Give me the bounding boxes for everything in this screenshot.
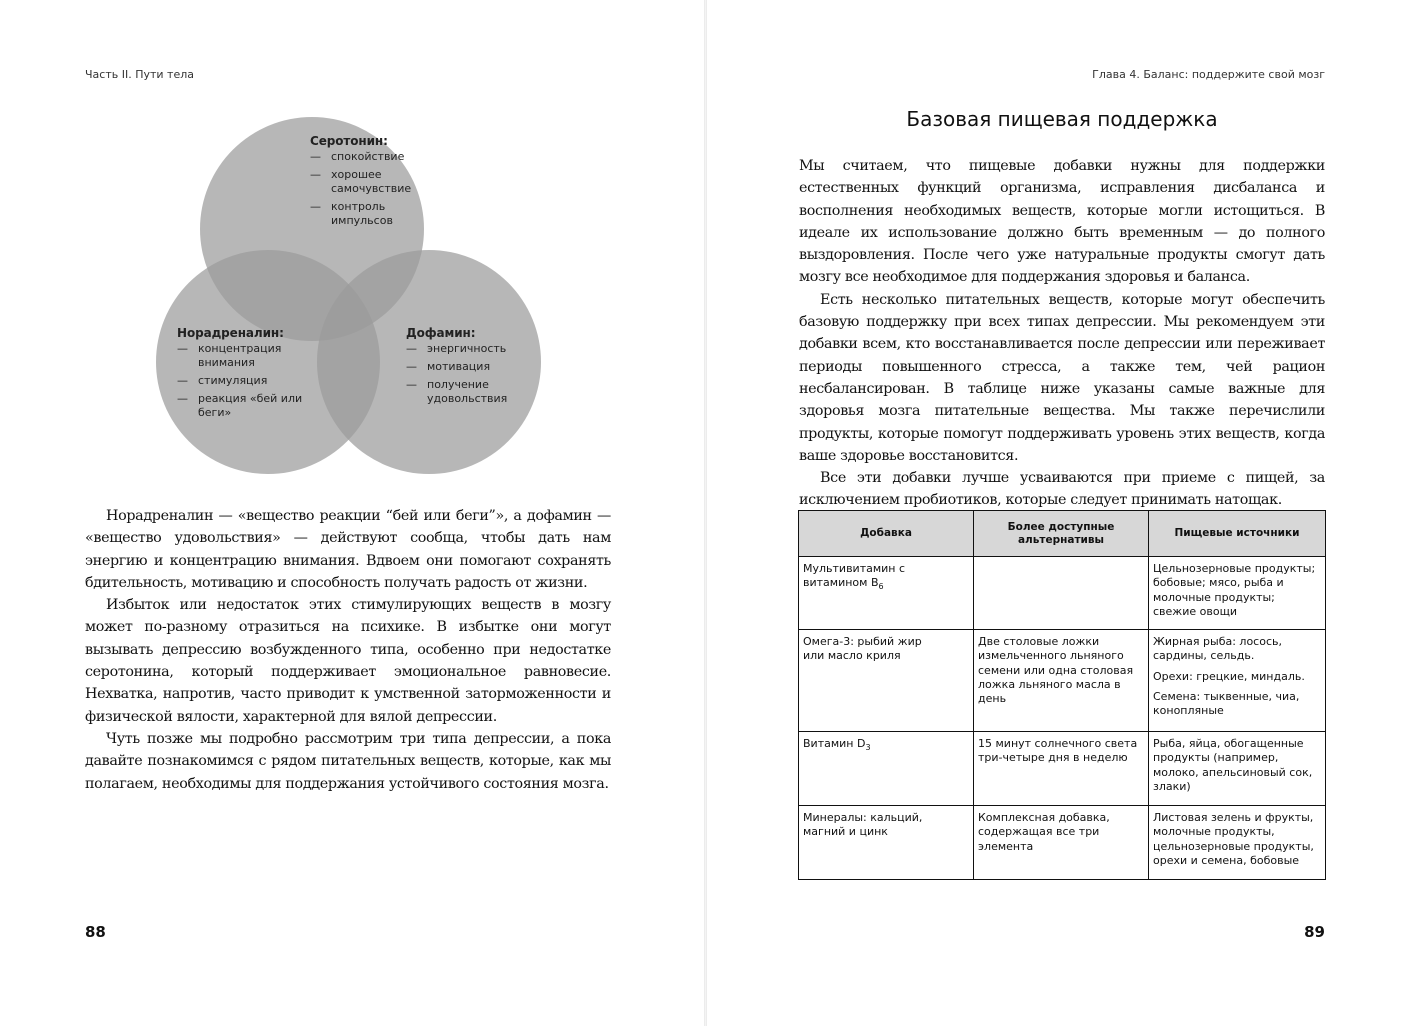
- venn-item: [310, 168, 440, 196]
- alternatives-cell: [974, 732, 1149, 806]
- supplement-text: Минералы: кальций, магний и цинк: [803, 811, 923, 839]
- table-header-row: [799, 511, 1326, 557]
- venn-item-text: энергичность: [427, 342, 507, 355]
- table-row: [799, 557, 1326, 630]
- venn-item: [310, 200, 440, 228]
- cell-text: Орехи: грецкие, миндаль.: [1153, 669, 1305, 683]
- right-page: [707, 0, 1410, 1026]
- table-row: [799, 630, 1326, 732]
- alternatives-cell: [974, 806, 1149, 880]
- dash: —: [310, 200, 321, 213]
- cell-text: Семена: тыквенные, чиа, конопляные: [1153, 689, 1300, 718]
- table-row: [799, 806, 1326, 880]
- paragraph: Норадреналин — «вещество реакции “бей или беги”», а дофамин — «вещество удовольствия» — действуют сообща, чтобы дать нам энергию и концентрацию внимания. Вдвоем они помогают сохранять бдительность, мотивацию и способность получать радость от жизни.: [85, 508, 611, 591]
- column-header: [974, 511, 1149, 557]
- supplement-cell: [799, 806, 974, 880]
- venn-item-text: мотивация: [427, 360, 491, 373]
- left-body-text: [85, 505, 611, 795]
- subscript: 3: [865, 743, 871, 752]
- column-header-text: Более доступные альтернативы: [1007, 520, 1115, 546]
- paragraph: Чуть позже мы подробно рассмотрим три типа депрессии, а пока давайте познакомимся с рядом питательных веществ, которые, как мы полагаем, необходимы для поддержания устойчивого состояния мозга.: [85, 730, 611, 792]
- dash: —: [406, 378, 417, 391]
- venn-label-serotonin: [310, 134, 440, 232]
- sources-cell: [1149, 806, 1326, 880]
- venn-item: [406, 378, 531, 406]
- column-header: Добавка: [799, 511, 974, 557]
- dash: —: [406, 342, 417, 355]
- dash: —: [310, 150, 321, 163]
- venn-item-text: спокойствие: [331, 150, 405, 163]
- column-header: Пищевые источники: [1149, 511, 1326, 557]
- cell-text: Жирная рыба: лосось, сардины, сельдь.: [1153, 635, 1282, 663]
- alternatives-cell: [974, 557, 1149, 630]
- venn-item-text: хорошее самочувствие: [331, 168, 412, 195]
- alternatives-cell: [974, 630, 1149, 732]
- cell-text: Листовая зелень и фрукты, молочные продукты, цельнозерновые продукты, орехи и семена, бобовые: [1153, 811, 1314, 867]
- dash: —: [177, 392, 188, 405]
- paragraph: Все эти добавки лучше усваиваются при приеме с пищей, за исключением пробиотиков, которые следует принимать натощак.: [799, 470, 1325, 509]
- supplement-cell: [799, 557, 974, 630]
- dash: —: [406, 360, 417, 373]
- cell-text: Комплексная добавка, содержащая все три элемента: [978, 811, 1110, 853]
- page-number-left: 88: [85, 923, 106, 941]
- venn-item-text: получение удовольствия: [427, 378, 508, 405]
- venn-item-text: реакция «бей или беги»: [198, 392, 303, 419]
- venn-item: [177, 342, 312, 370]
- subscript: 6: [878, 582, 884, 592]
- dash: —: [177, 342, 188, 355]
- venn-label-dopamine: [406, 326, 531, 410]
- venn-item: [177, 392, 312, 420]
- cell-text: Цельнозерновые продукты; бобовые; мясо, рыба и молочные продукты; свежие овощи: [1153, 562, 1316, 618]
- section-heading: Базовая пищевая поддержка: [906, 107, 1218, 131]
- venn-item: [177, 374, 312, 388]
- venn-item: [406, 360, 531, 374]
- venn-item: [310, 150, 440, 164]
- venn-item-text: контроль импульсов: [331, 200, 393, 227]
- venn-item-text: стимуляция: [198, 374, 268, 387]
- supplement-cell: [799, 732, 974, 806]
- venn-label-noradrenaline: [177, 326, 312, 424]
- venn-item-text: концентрация внимания: [198, 342, 282, 369]
- dash: —: [177, 374, 188, 387]
- paragraph: Есть несколько питательных веществ, которые могут обеспечить базовую поддержку при всех типах депрессии. Мы рекомендуем эти добавки всем, кто восстанавливается после депрессии или переживает периоды повышенного стресса, а также тем, чей рацион несбалансирован. В таблице ниже указаны самые важные для здоровья мозга питательные вещества. Мы также перечислили продукты, которые помогут поддерживать уровень этих веществ, когда ваше здоровье восстановится.: [799, 291, 1325, 464]
- cell-text: Рыба, яйца, обогащенные продукты (например, молоко, апельсиновый сок, злаки): [1153, 737, 1313, 793]
- supplement-text: Витамин D: [803, 737, 866, 750]
- paragraph: Мы считаем, что пищевые добавки нужны для поддержки естественных функций организма, исправления дисбаланса и восполнения необходимых веществ, которые могли истощиться. В идеале их использование должно быть временным — до полного выздоровления. После чего уже натуральные продукты смогут дать мозгу все необходимое для поддержания здоровья и баланса.: [799, 158, 1325, 286]
- sources-cell: [1149, 557, 1326, 630]
- right-body-text: [799, 155, 1325, 512]
- supplement-text: Мультивитамин с витамином B: [803, 562, 906, 590]
- cell-text: Две столовые ложки измельченного льняного семени или одна столовая ложка льняного масла в день: [978, 635, 1134, 706]
- venn-title-serotonin: Серотонин:: [310, 134, 388, 148]
- running-head-right: Глава 4. Баланс: поддержите свой мозг: [1092, 68, 1325, 81]
- table-row: [799, 732, 1326, 806]
- venn-title-dopamine: Дофамин:: [406, 326, 476, 340]
- supplements-table: [798, 510, 1326, 880]
- venn-item: [406, 342, 531, 356]
- supplement-text: Омега-3: рыбий жир или масло криля: [803, 635, 922, 663]
- dash: —: [310, 168, 321, 181]
- venn-title-noradrenaline: Норадреналин:: [177, 326, 284, 340]
- supplement-cell: [799, 630, 974, 732]
- paragraph: Избыток или недостаток этих стимулирующих веществ в мозгу может по-разному отразиться на психике. В избытке они могут вызывать депрессию возбужденного типа, особенно при недостатке серотонина, который поддерживает эмоциональное равновесие. Нехватка, напротив, часто приводит к умственной заторможенности и физической вялости, характерной для вялой депрессии.: [85, 597, 611, 725]
- sources-cell: [1149, 630, 1326, 732]
- running-head-left: Часть II. Пути тела: [85, 68, 194, 81]
- sources-cell: [1149, 732, 1326, 806]
- cell-text: 15 минут солнечного света три-четыре дня в неделю: [978, 737, 1138, 765]
- page-number-right: 89: [1304, 923, 1325, 941]
